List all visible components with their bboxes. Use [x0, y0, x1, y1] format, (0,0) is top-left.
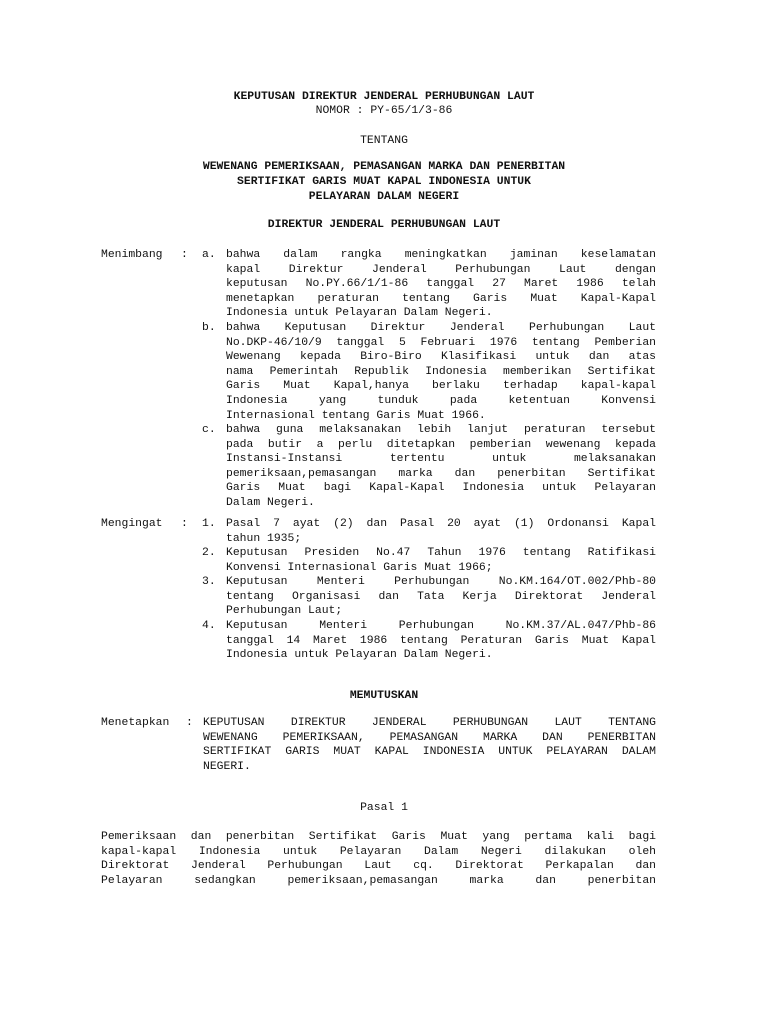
mengingat-item-3: Keputusan Menteri Perhubungan No.KM.164/OT.002/Phb-80 tentang Organisasi dan Tata Kerja Direktorat Jenderal Perhubungan Laut; — [226, 576, 656, 618]
menimbang-label: Menimbang — [101, 249, 163, 261]
menetapkan-text: KEPUTUSAN DIREKTUR JENDERAL PERHUBUNGAN LAUT TENTANG WEWENANG PEMERIKSAAN, PEMASANGAN MARKA DAN PENERBITAN SERTIFIKAT GARIS MUAT KAPAL INDONESIA UNTUK PELAYARAN DALAM NEGERI. — [203, 717, 656, 773]
mengingat-marker-4: 4. — [202, 620, 216, 632]
menimbang-colon: : — [181, 249, 188, 261]
subject-line-2: SERTIFIKAT GARIS MUAT KAPAL INDONESIA UNTUK — [237, 176, 531, 188]
mengingat-item-2: Keputusan Presiden No.47 Tahun 1976 tentang Ratifikasi Konvensi Internasional Garis Muat 1966; — [226, 547, 656, 574]
pasal-1-text: Pemeriksaan dan penerbitan Sertifikat Garis Muat yang pertama kali bagi kapal-kapal Indonesia untuk Pelayaran Dalam Negeri dilakukan oleh Direktorat Jenderal Perhubungan Laut cq. Direktorat Perkapalan dan Pelayaran sedangkan pemeriksaan,pemasangan marka dan penerbitan — [101, 831, 656, 887]
menimbang-marker-a: a. — [202, 249, 216, 261]
decision-heading: MEMUTUSKAN — [349, 690, 419, 702]
decree-title: KEPUTUSAN DIREKTUR JENDERAL PERHUBUNGAN LAUT — [233, 91, 535, 103]
mengingat-colon: : — [181, 518, 188, 530]
mengingat-label: Mengingat — [101, 518, 163, 530]
menetapkan-colon: : — [186, 717, 193, 729]
about-label: TENTANG — [360, 135, 408, 147]
menimbang-item-c: bahwa guna melaksanakan lebih lanjut peraturan tersebut pada butir a perlu ditetapkan pemberian wewenang kepada Instansi-Instansi tertentu untuk melaksanakan pemeriksaan,pemasangan marka dan penerbitan Sertifikat Garis Muat bagi Kapal-Kapal Indonesia untuk Pelayaran Dalam Negeri. — [226, 424, 656, 509]
menimbang-marker-b: b. — [202, 322, 216, 334]
menimbang-item-b: bahwa Keputusan Direktur Jenderal Perhubungan Laut No.DKP-46/10/9 tanggal 5 Februari 1976 tentang Pemberian Wewenang kepada Biro-Biro Klasifikasi untuk dan atas nama Pemerintah Republik Indonesia memberikan Sertifikat Garis Muat Kapal,hanya berlaku terhadap kapal-kapal Indonesia yang tunduk pada ketentuan Konvensi Internasional tentang Garis Muat 1966. — [226, 322, 656, 422]
mengingat-item-1: Pasal 7 ayat (2) dan Pasal 20 ayat (1) Ordonansi Kapal tahun 1935; — [226, 518, 656, 545]
menetapkan-label: Menetapkan — [101, 717, 170, 729]
authority-heading: DIREKTUR JENDERAL PERHUBUNGAN LAUT — [267, 219, 501, 231]
pasal-1-heading: Pasal 1 — [360, 802, 408, 814]
mengingat-item-4: Keputusan Menteri Perhubungan No.KM.37/AL.047/Phb-86 tanggal 14 Maret 1986 tentang Peraturan Garis Muat Kapal Indonesia untuk Pelayaran Dalam Negeri. — [226, 620, 656, 662]
mengingat-marker-1: 1. — [202, 518, 216, 530]
mengingat-marker-3: 3. — [202, 576, 216, 588]
decree-number: NOMOR : PY-65/1/3-86 — [315, 105, 453, 117]
mengingat-marker-2: 2. — [202, 547, 216, 559]
menimbang-marker-c: c. — [202, 424, 216, 436]
menimbang-item-a: bahwa dalam rangka meningkatkan jaminan keselamatan kapal Direktur Jenderal Perhubungan Laut dengan keputusan No.PY.66/1/1-86 tanggal 27 Maret 1986 telah menetapkan peraturan tentang Garis Muat Kapal-Kapal Indonesia untuk Pelayaran Dalam Negeri. — [226, 249, 656, 320]
subject-line-1: WEWENANG PEMERIKSAAN, PEMASANGAN MARKA DAN PENERBITAN — [202, 161, 566, 173]
subject-line-3: PELAYARAN DALAM NEGERI — [308, 191, 460, 203]
